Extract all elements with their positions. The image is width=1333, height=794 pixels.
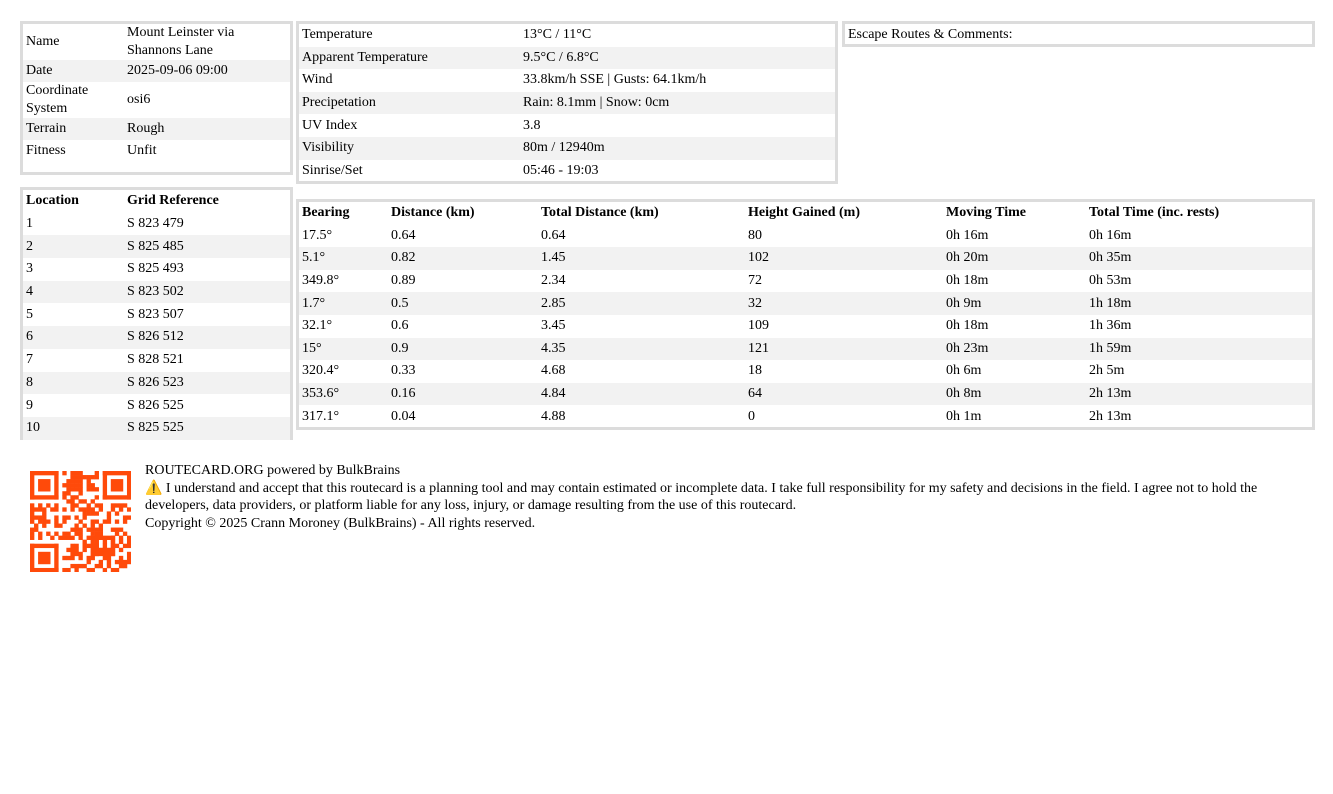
- column-header: Location: [26, 193, 79, 209]
- bearing-cell: 320.4°: [302, 363, 340, 379]
- detail-value: osi6: [127, 92, 151, 107]
- total-time-cell: 1h 36m: [1089, 318, 1132, 334]
- location-number: 7: [26, 352, 33, 368]
- weather-value: 33.8km/h SSE | Gusts: 64.1km/h: [523, 72, 707, 88]
- detail-label: Date: [23, 60, 124, 82]
- weather-value: 05:46 - 19:03: [523, 162, 599, 178]
- weather-row: [299, 24, 835, 47]
- grid-reference: S 826 512: [124, 326, 290, 349]
- total-distance-cell: 2.85: [538, 292, 745, 315]
- location-row: [23, 349, 290, 372]
- grid-reference: S 823 502: [124, 281, 290, 304]
- weather-label: UV Index: [302, 117, 358, 133]
- height-gained-cell: 109: [748, 318, 769, 334]
- route-legs-table: [299, 202, 1312, 428]
- disclaimer-text: ⚠️ I understand and accept that this routecard is a planning tool and may contain estimated or incomplete data. I take full responsibility for my safety and decisions in the field. I agree not to hold the developers, data providers, or platform liable for any loss, injury, or damage resulting from the use of this routecard.: [145, 480, 1258, 513]
- height-gained-cell: 32: [745, 292, 943, 315]
- detail-row-date: [23, 60, 290, 82]
- locations-panel: [20, 187, 293, 440]
- moving-time-cell: 0h 18m: [946, 318, 989, 334]
- location-number: 9: [26, 397, 33, 413]
- distance-cell: 0.5: [388, 292, 538, 315]
- detail-row-name: [23, 24, 290, 60]
- leg-row: [299, 315, 1312, 338]
- location-number: 1: [26, 216, 33, 232]
- leg-row: [299, 383, 1312, 406]
- bearing-cell: 353.6°: [299, 383, 388, 406]
- height-gained-cell: 121: [745, 338, 943, 361]
- total-time-cell: 0h 53m: [1089, 273, 1132, 289]
- weather-label: Apparent Temperature: [299, 47, 520, 70]
- locations-table: [23, 190, 290, 440]
- detail-label: Terrain: [23, 118, 124, 140]
- column-header: Grid Reference: [127, 193, 219, 209]
- location-number: 10: [23, 417, 124, 440]
- total-time-cell: 2h 5m: [1089, 363, 1125, 379]
- detail-value: 2025-09-06 09:00: [124, 60, 290, 82]
- weather-row: [299, 114, 835, 137]
- weather-label: Precipetation: [299, 92, 520, 115]
- weather-value: 80m / 12940m: [520, 137, 835, 160]
- total-distance-cell: 4.84: [538, 383, 745, 406]
- leg-row: [299, 360, 1312, 383]
- bearing-cell: 1.7°: [299, 292, 388, 315]
- grid-reference: S 826 523: [124, 372, 290, 395]
- location-number: 6: [23, 326, 124, 349]
- weather-row: [299, 69, 835, 92]
- leg-row: [299, 292, 1312, 315]
- location-number: 4: [23, 281, 124, 304]
- weather-value: 3.8: [523, 117, 541, 133]
- location-row: [23, 394, 290, 417]
- moving-time-cell: 0h 20m: [943, 247, 1086, 270]
- leg-row: [299, 270, 1312, 293]
- bearing-cell: 5.1°: [299, 247, 388, 270]
- total-time-cell: 2h 13m: [1089, 408, 1132, 424]
- location-row: [23, 326, 290, 349]
- location-number: 2: [23, 235, 124, 258]
- detail-label: Name: [26, 34, 60, 49]
- height-gained-cell: 72: [748, 273, 762, 289]
- route-details-panel: [20, 21, 293, 175]
- copyright-text: Copyright © 2025 Crann Moroney (BulkBrains) - All rights reserved.: [145, 515, 536, 531]
- moving-time-cell: 0h 23m: [943, 338, 1086, 361]
- weather-row: [299, 47, 835, 70]
- height-gained-cell: 80: [748, 227, 762, 243]
- grid-reference: S 825 525: [124, 417, 290, 440]
- total-distance-cell: 2.34: [541, 273, 566, 289]
- total-distance-cell: 0.64: [541, 227, 566, 243]
- height-gained-cell: 102: [745, 247, 943, 270]
- location-row: [23, 213, 290, 236]
- detail-value: Unfit: [127, 143, 157, 158]
- location-number: 8: [23, 372, 124, 395]
- leg-row: [299, 405, 1312, 428]
- weather-value: 9.5°C / 6.8°C: [520, 47, 835, 70]
- height-gained-cell: 0: [748, 408, 755, 424]
- weather-label: Temperature: [302, 27, 373, 43]
- location-number: 5: [26, 306, 33, 322]
- detail-label: Coordinate System: [26, 83, 89, 116]
- total-time-cell: 2h 13m: [1086, 383, 1312, 406]
- detail-label: Fitness: [26, 143, 66, 158]
- column-header: Height Gained (m): [748, 205, 860, 221]
- weather-value: Rain: 8.1mm | Snow: 0cm: [520, 92, 835, 115]
- route-details-table: [23, 24, 290, 162]
- distance-cell: 0.9: [388, 338, 538, 361]
- distance-cell: 0.33: [391, 363, 416, 379]
- locations-header-row: [23, 190, 290, 213]
- detail-row-fitness: [23, 140, 290, 162]
- moving-time-cell: 0h 16m: [946, 227, 989, 243]
- weather-row: [299, 137, 835, 160]
- total-distance-cell: 3.45: [541, 318, 566, 334]
- column-header: Total Distance (km): [541, 205, 659, 221]
- column-header: Total Time (inc. rests): [1089, 205, 1220, 221]
- bearing-cell: 317.1°: [302, 408, 340, 424]
- weather-value: 13°C / 11°C: [523, 27, 592, 43]
- route-legs-panel: [296, 199, 1315, 430]
- column-header: Moving Time: [946, 205, 1026, 221]
- bearing-cell: 349.8°: [302, 273, 340, 289]
- total-distance-cell: 4.68: [541, 363, 566, 379]
- weather-table: [299, 24, 835, 182]
- footer: [145, 462, 1305, 532]
- grid-reference: S 825 485: [124, 235, 290, 258]
- weather-label: Sinrise/Set: [302, 162, 363, 178]
- leg-row: [299, 247, 1312, 270]
- grid-reference: S 826 525: [127, 397, 184, 413]
- distance-cell: 0.64: [391, 227, 416, 243]
- grid-reference: S 828 521: [127, 352, 184, 368]
- total-distance-cell: 4.88: [541, 408, 566, 424]
- leg-row: [299, 225, 1312, 248]
- moving-time-cell: 0h 6m: [946, 363, 982, 379]
- location-row: [23, 417, 290, 440]
- powered-by-text: ROUTECARD.ORG powered by BulkBrains: [145, 463, 401, 478]
- location-number: 3: [26, 261, 33, 277]
- grid-reference: S 825 493: [127, 261, 184, 277]
- location-row: [23, 372, 290, 395]
- grid-reference: S 823 507: [127, 306, 184, 322]
- column-header: Bearing: [302, 205, 350, 221]
- total-distance-cell: 1.45: [538, 247, 745, 270]
- bearing-cell: 15°: [299, 338, 388, 361]
- distance-cell: 0.89: [391, 273, 416, 289]
- bearing-cell: 17.5°: [302, 227, 333, 243]
- location-row: [23, 258, 290, 281]
- detail-row-coordinate-system: [23, 82, 290, 118]
- column-header: Distance (km): [391, 205, 475, 221]
- total-time-cell: 1h 59m: [1086, 338, 1312, 361]
- total-time-cell: 0h 16m: [1089, 227, 1132, 243]
- moving-time-cell: 0h 8m: [943, 383, 1086, 406]
- distance-cell: 0.16: [388, 383, 538, 406]
- bearing-cell: 32.1°: [302, 318, 333, 334]
- location-row: [23, 303, 290, 326]
- distance-cell: 0.04: [391, 408, 416, 424]
- qr-code-graphic: [30, 471, 131, 572]
- legs-header-row: [299, 202, 1312, 225]
- leg-row: [299, 338, 1312, 361]
- distance-cell: 0.6: [391, 318, 409, 334]
- detail-value: Mount Leinster via Shannons Lane: [127, 25, 235, 58]
- total-distance-cell: 4.35: [538, 338, 745, 361]
- escape-routes-panel: [842, 21, 1315, 47]
- moving-time-cell: 0h 9m: [943, 292, 1086, 315]
- moving-time-cell: 0h 1m: [946, 408, 982, 424]
- total-time-cell: 0h 35m: [1086, 247, 1312, 270]
- moving-time-cell: 0h 18m: [946, 273, 989, 289]
- detail-value: Rough: [124, 118, 290, 140]
- escape-routes-label: Escape Routes & Comments:: [848, 27, 1013, 42]
- distance-cell: 0.82: [388, 247, 538, 270]
- location-row: [23, 281, 290, 304]
- qr-code-icon: [30, 471, 131, 572]
- height-gained-cell: 18: [748, 363, 762, 379]
- weather-row: [299, 160, 835, 183]
- height-gained-cell: 64: [745, 383, 943, 406]
- weather-label: Visibility: [299, 137, 520, 160]
- weather-label: Wind: [302, 72, 333, 88]
- total-time-cell: 1h 18m: [1086, 292, 1312, 315]
- detail-row-terrain: [23, 118, 290, 140]
- location-row: [23, 235, 290, 258]
- weather-row: [299, 92, 835, 115]
- weather-panel: [296, 21, 838, 184]
- grid-reference: S 823 479: [127, 216, 184, 232]
